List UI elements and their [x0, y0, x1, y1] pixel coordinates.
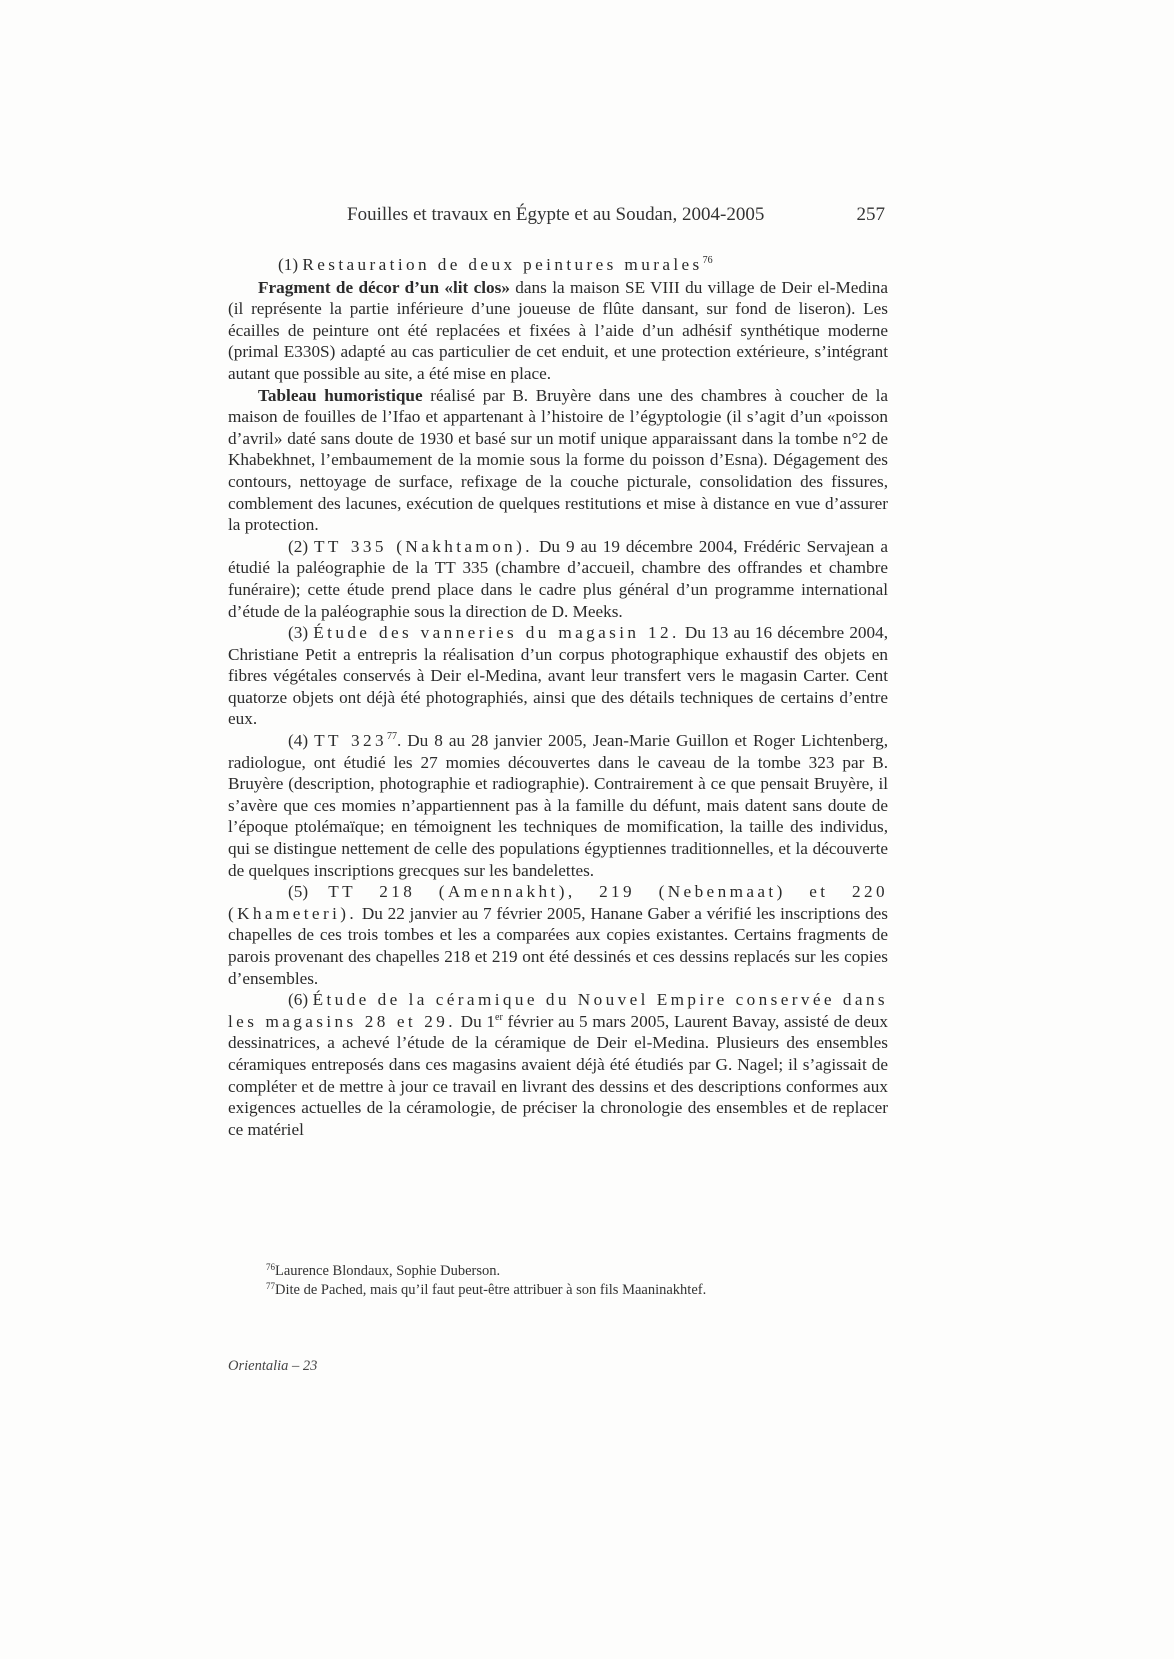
- section-number: (6): [288, 990, 313, 1010]
- footnote-number: 77: [266, 1281, 275, 1291]
- paragraph-4: [228, 536, 888, 622]
- signature-mark: Orientalia – 23: [228, 1358, 318, 1374]
- paragraph-text: Du 22 janvier au 7 février 2005, Hanane Gaber a vérifié les inscriptions des chapelles de ces trois tombes et les a comparées aux copies existantes. Certains fragments de parois provenant des chapelles 218 et 219 ont été dessinés et ces dessins replacés sur les copies d’ensembles.: [228, 903, 888, 988]
- paragraph-text: . Du 8 au 28 janvier 2005, Jean-Marie Guillon et Roger Lichtenberg, radiologue, ont étudié les 27 momies découvertes dans le caveau de la tombe 323 par B. Bruyère (description, photographie et radiographie). Contrairement à ce que pensait Bruyère, il s’avère que ces momies n’appartiennent pas à la famille du défunt, mais datent sans doute de l’époque ptolémaïque; en témoignent les techniques de momification, la taille des individus, qui se distingue nettement de celle des populations égyptiennes traditionnelles, et la découverte de quelques inscriptions grecques sur les bandelettes.: [228, 731, 889, 880]
- section-heading: TT 323: [314, 731, 387, 751]
- section-heading: TT 335 (Nakhtamon).: [314, 536, 533, 556]
- section-heading: TT 218 (Amennakht), 219 (Nebenmaat) et 220 (Khameteri).: [228, 882, 888, 923]
- ordinal-superscript: er: [495, 1011, 503, 1023]
- footnotes: [266, 1262, 886, 1300]
- bold-lead: Tableau humoristique: [258, 385, 423, 405]
- section-heading: Étude des vanneries du magasin 12.: [313, 623, 680, 643]
- section-number: (3): [288, 623, 314, 643]
- section-heading: Étude de la céramique du Nouvel Empire conservée dans les magasins 28 et 29.: [228, 990, 888, 1031]
- footnote-76: [266, 1262, 886, 1281]
- paragraph-text: Du 9 au 19 décembre 2004, Frédéric Servajean a étudié la paléographie de la TT 335 (chambre d’accueil, chambre des offrandes et chambre funéraire); cette étude prend place dans le cadre plus général d’un programme international d’étude de la paléographie sous la direction de D. Meeks.: [228, 536, 888, 621]
- paragraph-6: [228, 730, 888, 881]
- section-number: (2): [288, 536, 315, 556]
- bold-lead: Fragment de décor d’un «lit clos»: [258, 277, 510, 297]
- paragraph-text: février au 5 mars 2005, Laurent Bavay, assisté de deux dessinatrices, a achevé l’étude de la céramique de Deir el-Medina. Plusieurs des ensembles céramiques entreposés dans ces magasins avaient déjà été étudiés par G. Nagel; il s’agissait de compléter et de mettre à jour ce travail en livrant des dessins et des descriptions conformes aux exigences actuelles de la céramologie, de préciser la chronologie des ensembles et de replacer ce matériel: [228, 1011, 888, 1139]
- paragraph-8: [228, 989, 888, 1140]
- paragraph-3: [228, 385, 888, 536]
- running-head-title: Fouilles et travaux en Égypte et au Soudan, 2004-2005: [347, 204, 765, 225]
- footnote-text: Laurence Blondaux, Sophie Duberson.: [275, 1263, 501, 1279]
- paragraph-7: [228, 881, 888, 989]
- footnote-text: Dite de Pached, mais qu’il faut peut-être attribuer à son fils Maaninakhtef.: [275, 1282, 707, 1298]
- footnote-number: 76: [266, 1262, 275, 1272]
- paragraph-text: Du 1: [455, 1011, 496, 1031]
- section-heading: Restauration de deux peintures murales: [302, 255, 703, 274]
- paragraph-text: dans la maison SE VIII du village de Deir el-Medina (il représente la partie inférieure d’une joueuse de flûte dansant, sur fond de liseron). Les écailles de peinture ont été replacées et fixées à l’aide d’un adhésif synthétique moderne (primal E330S) adapté au cas particulier de cet enduit, et une protection extérieure, s’intégrant autant que possible au site, a été mise en place.: [228, 277, 888, 383]
- section-number: (1): [278, 255, 303, 274]
- footnote-ref: 77: [386, 731, 397, 743]
- section-number: (5): [288, 882, 329, 902]
- body-text: [228, 254, 888, 1140]
- footnote-77: [266, 1281, 886, 1300]
- paragraph-text: réalisé par B. Bruyère dans une des chambres à coucher de la maison de fouilles de l’Ifao et appartenant à l’histoire de l’égyptologie (il s’agit d’un «poisson d’avril» daté sans doute de 1930 et basé sur un motif unique apparaissant dans la tombe n°2 de Khabekhnet, l’embaumement de la momie sous la forme du poisson d’Esna). Dégagement des contours, nettoyage de surface, refixage de la couche picturale, consolidation des fissures, comblement des lacunes, exécution de quelques restitutions et mise à distance en vue d’assurer la protection.: [228, 385, 888, 535]
- footnote-ref: 76: [702, 255, 713, 266]
- paragraph-2: [228, 277, 888, 385]
- section-number: (4): [288, 731, 315, 751]
- paragraph-text: Du 13 au 16 décembre 2004, Christiane Petit a entrepris la réalisation d’un corpus photographique exhaustif des objets en fibres végétales conservés à Deir el-Medina, avant leur transfert vers le magasin Carter. Cent quatorze objets ont déjà été photographiés, ainsi que des détails techniques de certains d’entre eux.: [228, 623, 888, 729]
- paragraph-5: [228, 622, 888, 730]
- paragraph-1: [228, 254, 888, 276]
- page-number: 257: [856, 204, 885, 225]
